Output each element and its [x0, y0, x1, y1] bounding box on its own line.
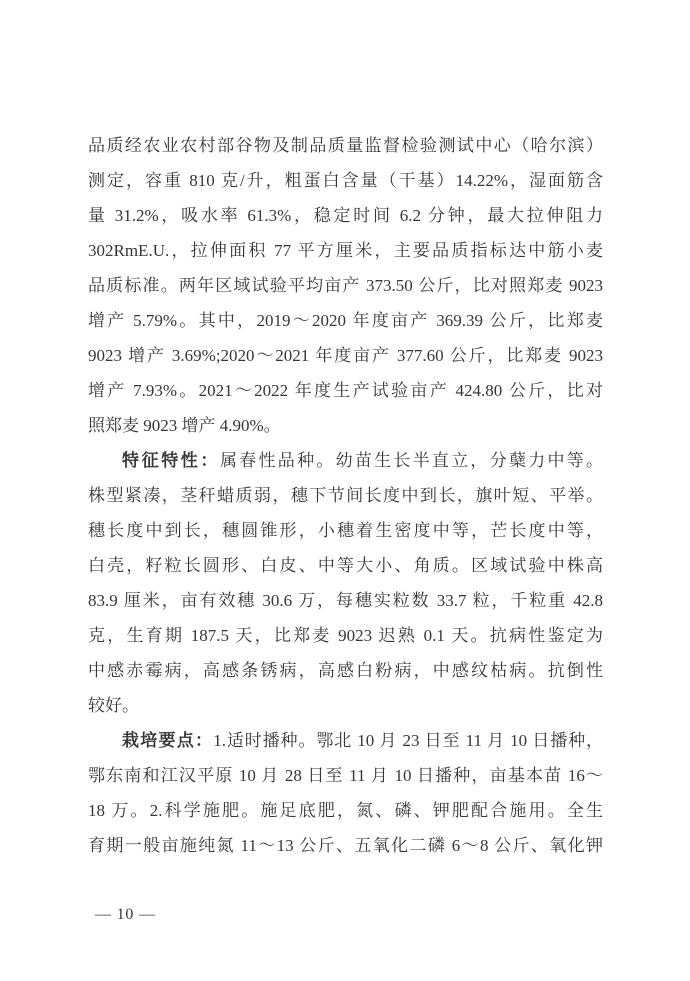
text-line: 测定，容重 810 克/升，粗蛋白含量（干基）14.22%，湿面筋含 — [88, 171, 603, 190]
text-line: 增产 7.93%。2021～2022 年度生产试验亩产 424.80 公斤，比对 — [88, 381, 603, 400]
text-line: 9023 增产 3.69%;2020～2021 年度亩产 377.60 公斤，比郑麦 9023 — [88, 346, 603, 365]
text-line: 品质经农业农村部谷物及制品质量监督检验测试中心（哈尔滨） — [88, 136, 603, 155]
text-line: 白壳，籽粒长圆形、白皮、中等大小、角质。区域试验中株高 — [88, 556, 603, 575]
text-line: 育期一般亩施纯氮 11～13 公斤、五氧化二磷 6～8 公斤、氧化钾 — [88, 836, 603, 855]
text-line: 鄂东南和江汉平原 10 月 28 日至 11 月 10 日播种，亩基本苗 16～ — [88, 766, 603, 785]
section-heading: 栽培要点： — [122, 731, 214, 750]
text-line: 增产 5.79%。其中，2019～2020 年度亩产 369.39 公斤，比郑麦 — [88, 311, 603, 330]
text-line: 302RmE.U.，拉伸面积 77 平方厘米，主要品质指标达中筋小麦 — [88, 241, 603, 260]
text-line: 83.9 厘米，亩有效穗 30.6 万，每穗实粒数 33.7 粒，千粒重 42.8 — [88, 591, 603, 610]
text-line: 株型紧凑，茎秆蜡质弱，穗下节间长度中到长，旗叶短、平举。 — [88, 486, 603, 505]
text-line: 量 31.2%，吸水率 61.3%，稳定时间 6.2 分钟，最大拉伸阻力 — [88, 206, 603, 225]
section-heading: 特征特性： — [122, 451, 221, 470]
text-body — [88, 128, 603, 863]
text-line: 栽培要点：1.适时播种。鄂北 10 月 23 日至 11 月 10 日播种， — [122, 731, 603, 750]
text-line: 较好。 — [88, 696, 139, 715]
text-line: 中感赤霉病，高感条锈病，高感白粉病，中感纹枯病。抗倒性 — [88, 661, 603, 680]
text-line: 品质标准。两年区域试验平均亩产 373.50 公斤，比对照郑麦 9023 — [88, 276, 603, 295]
text-line: 特征特性：属春性品种。幼苗生长半直立，分蘖力中等。 — [122, 451, 603, 470]
text-line: 18 万。2.科学施肥。施足底肥，氮、磷、钾肥配合施用。全生 — [88, 801, 603, 820]
text-line: 克，生育期 187.5 天，比郑麦 9023 迟熟 0.1 天。抗病性鉴定为 — [88, 626, 603, 645]
text-line: 照郑麦 9023 增产 4.90%。 — [88, 416, 281, 435]
text-line: 穗长度中到长，穗圆锥形，小穗着生密度中等，芒长度中等， — [88, 521, 603, 540]
page-number: — 10 — — [95, 906, 156, 923]
